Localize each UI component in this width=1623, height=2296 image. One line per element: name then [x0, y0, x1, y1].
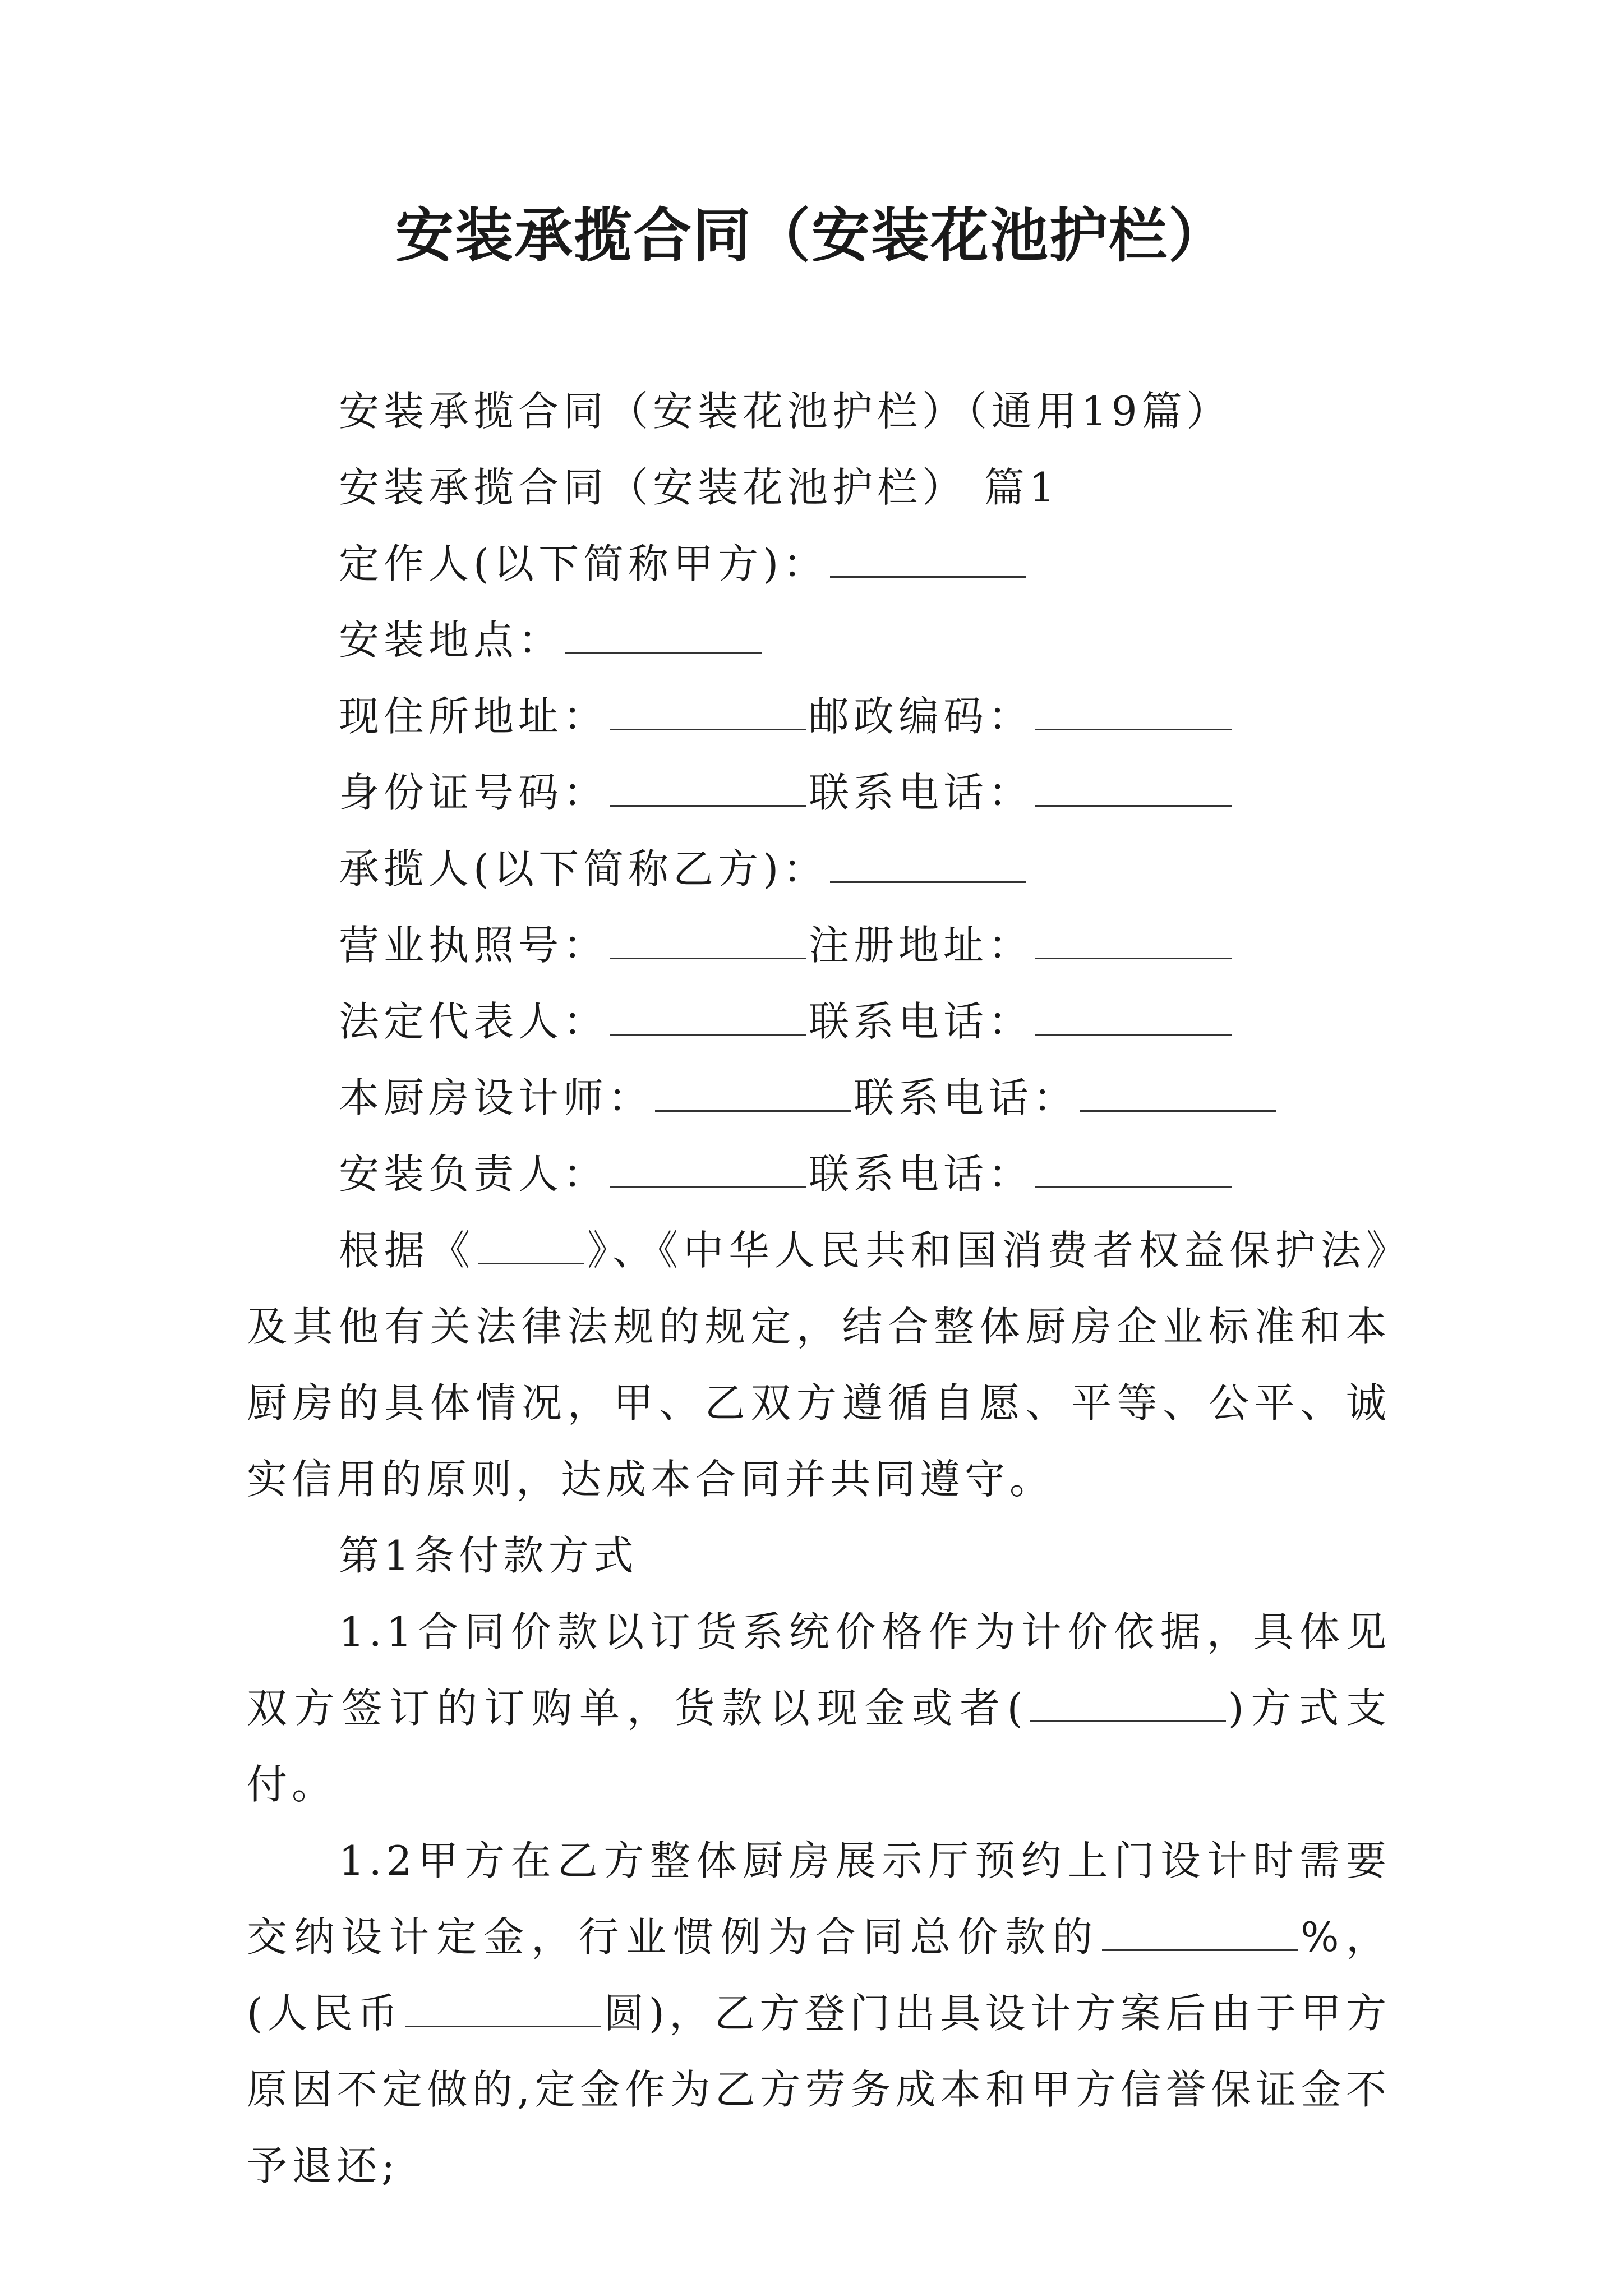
field-row-legal-rep [247, 983, 1391, 1060]
section-heading: 安装承揽合同（安装花池护栏） 篇1 [339, 464, 1059, 511]
install-lead-blank [610, 1151, 806, 1188]
paragraph-basis [247, 1212, 1391, 1517]
article-heading: 第1条付款方式 [339, 1532, 638, 1579]
field-row-id-number [247, 754, 1391, 831]
postcode-label: 邮政编码： [809, 693, 1034, 740]
paragraph-basis-text-b: 》、《中华人民共和国消费者权益保护法》及其他有关法律法规的规定，结合整体厨房企业标准和本厨房的具体情况，甲、乙双方遵循自愿、平等、公平、诚实信用的原则，达成本合同并共同遵守。 [247, 1227, 1391, 1503]
legal-rep-label: 法定代表人： [339, 998, 608, 1045]
id-number-label: 身份证号码： [339, 769, 608, 816]
install-lead-phone-blank [1035, 1151, 1232, 1188]
legal-rep-blank [610, 998, 806, 1036]
paragraph-1-2-text-c: 圆)，乙方登门出具设计方案后由于甲方原因不定做的,定金作为乙方劳务成本和甲方信誉保证金不予退还; [247, 1990, 1391, 2189]
field-row-party-b [247, 831, 1391, 907]
document-title: 安装承揽合同（安装花池护栏） [395, 201, 1228, 270]
install-location-blank [565, 616, 762, 654]
license-label: 营业执照号： [339, 922, 608, 969]
party-b-blank [830, 845, 1026, 883]
designer-blank [655, 1074, 851, 1112]
field-row-install-location [247, 602, 1391, 678]
paragraph-1-2 [247, 1823, 1391, 2204]
id-number-blank [610, 769, 806, 807]
field-row-address [247, 678, 1391, 754]
paragraph-1-1-text-a: 1.1合同价款以订货系统价格作为计价依据，具体见双方签订的订购单，货款以现金或者( [247, 1608, 1391, 1732]
address-label: 现住所地址： [339, 693, 608, 740]
party-b-label: 承揽人(以下简称乙方)： [339, 845, 828, 892]
field-row-install-lead [247, 1136, 1391, 1212]
address-blank [610, 693, 806, 730]
designer-phone-blank [1080, 1074, 1276, 1112]
legal-rep-phone-label: 联系电话： [809, 998, 1034, 1045]
subtitle-line: 安装承揽合同（安装花池护栏）（通用19篇） [339, 388, 1232, 435]
legal-rep-phone-blank [1035, 998, 1232, 1036]
field-row-designer [247, 1060, 1391, 1136]
install-lead-label: 安装负责人： [339, 1151, 608, 1198]
install-location-label: 安装地点： [339, 616, 564, 664]
paragraph-1-1 [247, 1594, 1391, 1823]
payment-method-blank [1030, 1685, 1226, 1722]
phone-label: 联系电话： [809, 769, 1034, 816]
field-row-party-a [247, 526, 1391, 602]
party-a-blank [830, 540, 1026, 578]
party-a-label: 定作人(以下简称甲方)： [339, 540, 828, 587]
paragraph-basis-text-a: 根据《 [339, 1227, 476, 1274]
license-blank [610, 922, 806, 959]
phone-blank [1035, 769, 1232, 807]
designer-label: 本厨房设计师： [339, 1074, 653, 1121]
deposit-percent-blank [1102, 1913, 1298, 1951]
paragraph-1-2-text-a: 1.2甲方在乙方整体厨房展示厅预约上门设计时需要交纳设计定金，行业惯例为合同总价款的 [247, 1837, 1391, 1961]
designer-phone-label: 联系电话： [854, 1074, 1078, 1121]
registered-address-label: 注册地址： [809, 922, 1034, 969]
document-body [247, 373, 1391, 2204]
field-row-license [247, 907, 1391, 983]
paragraph-1-2-text-b: %，(人民币 [247, 1913, 1391, 2037]
install-lead-phone-label: 联系电话： [809, 1151, 1034, 1198]
deposit-amount-blank [405, 1990, 601, 2027]
paragraph-1-1-text-b: )方式支付。 [247, 1685, 1391, 1808]
postcode-blank [1035, 693, 1232, 730]
law-name-blank [478, 1227, 584, 1264]
registered-address-blank [1035, 922, 1232, 959]
